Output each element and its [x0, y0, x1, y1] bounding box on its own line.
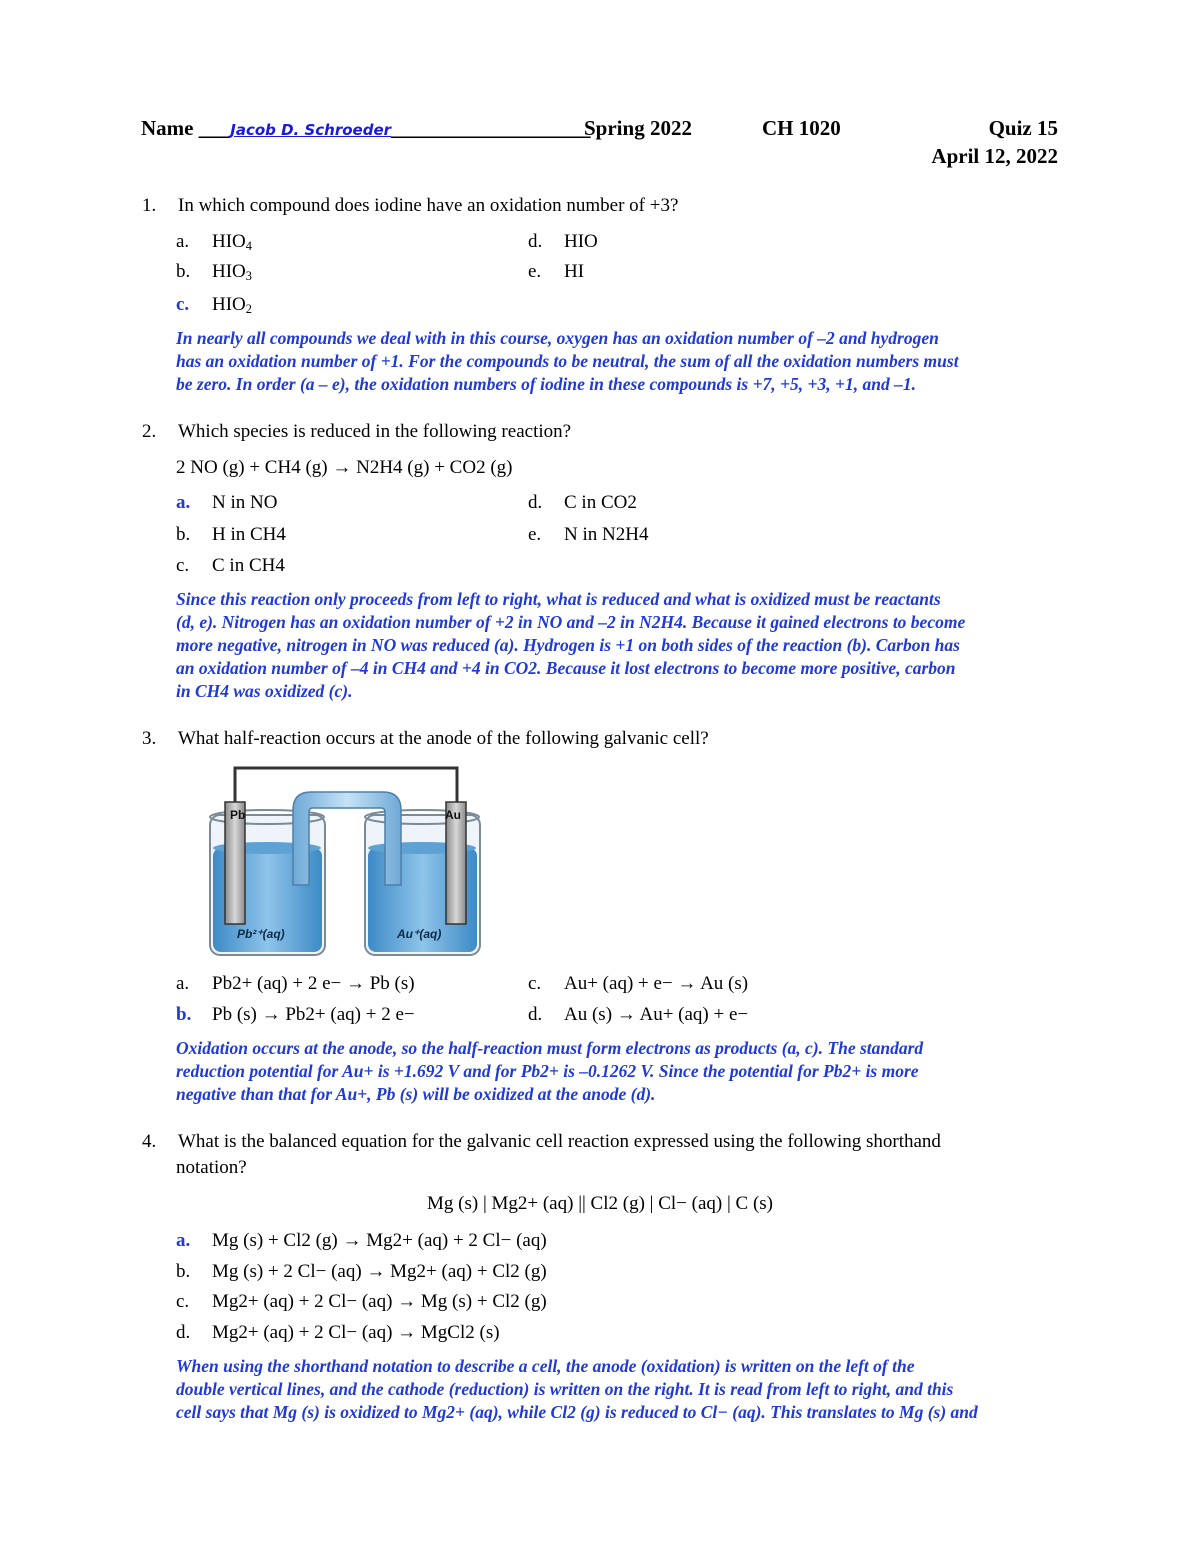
question-text: Which species is reduced in the following reaction? [178, 421, 572, 442]
name-field [141, 116, 591, 141]
option-c: c. Au+ (aq) + e− → Au (s) [528, 973, 749, 994]
question-number: 4. [142, 1131, 157, 1152]
explanation-3-line-3: negative than that for Au+, Pb (s) will be oxidized at the anode (d). [176, 1084, 656, 1104]
option-c-correct: c. $HIO_2$ [176, 294, 252, 316]
option-c: c. C in CH4 [176, 555, 285, 576]
explanation-1-line-1: In nearly all compounds we deal with in this course, oxygen has an oxidation number of –2 and hydrogen [176, 328, 939, 348]
pb-label: Pb [230, 808, 246, 822]
explanation-1-line-2: has an oxidation number of +1. For the compounds to be neutral, the sum of all the oxidation numbers must [176, 351, 959, 371]
option-a: a. Pb2+ (aq) + 2 e− → Pb (s) [176, 973, 415, 994]
option-d: d. HIO [528, 231, 598, 252]
galvanic-cell-diagram [205, 760, 490, 960]
option-d: d. C in CO2 [528, 492, 637, 513]
option-c: c. Mg2+ (aq) + 2 Cl− (aq) → Mg (s) + Cl2 (g) [176, 1291, 547, 1312]
question-number: 3. [142, 728, 157, 749]
option-e: e. N in N2H4 [528, 524, 649, 545]
au-solution-label: Au⁺(aq) [397, 927, 442, 941]
explanation-1-line-3: be zero. In order (a – e), the oxidation numbers of iodine in these compounds is +7, +5, +3, +1, and –1. [176, 374, 916, 394]
option-b-correct: b. Pb (s) → Pb2+ (aq) + 2 e− [176, 1004, 415, 1025]
explanation-3-line-1: Oxidation occurs at the anode, so the half-reaction must form electrons as products (a, c). The standard [176, 1038, 924, 1058]
option-d: d. Mg2+ (aq) + 2 Cl− (aq) → MgCl2 (s) [176, 1322, 500, 1343]
cell-shorthand-notation: Mg (s) | Mg2+ (aq) || Cl2 (g) | Cl− (aq) | C (s) [427, 1193, 773, 1214]
question-text: What is the balanced equation for the galvanic cell reaction expressed using the following shorthand [178, 1131, 941, 1152]
explanation-3-line-2: reduction potential for Au+ is +1.692 V and for Pb2+ is –0.1262 V. Since the potential for Pb2+ is more [176, 1061, 919, 1081]
question-4 [142, 1131, 941, 1153]
explanation-2-line-1: Since this reaction only proceeds from left to right, what is reduced and what is oxidized must be reactants [176, 589, 941, 609]
question-2 [142, 421, 571, 443]
explanation-4-line-2: double vertical lines, and the cathode (reduction) is written on the right. It is read from left to right, and this [176, 1379, 954, 1399]
option-b: b. $HIO_3$ [176, 261, 252, 283]
option-d: d. Au (s) → Au+ (aq) + e− [528, 1004, 749, 1025]
option-a: a. $HIO_4$ [176, 231, 252, 253]
option-b: b. Mg (s) + 2 Cl− (aq) → Mg2+ (aq) + Cl2 (g) [176, 1261, 547, 1282]
option-a-correct: a. Mg (s) + Cl2 (g) → Mg2+ (aq) + 2 Cl− (aq) [176, 1230, 547, 1251]
name-label: Name ___ [141, 116, 231, 140]
option-a-correct: a. N in NO [176, 492, 278, 513]
explanation-2-line-4: an oxidation number of –4 in CH4 and +4 in CO2. Because it lost electrons to become more positive, carbon [176, 658, 956, 678]
salt-bridge [293, 792, 401, 885]
question-text: In which compound does iodine have an oxidation number of +3? [178, 195, 679, 216]
pb-solution-label: Pb²⁺(aq) [237, 927, 285, 941]
explanation-2-line-2: (d, e). Nitrogen has an oxidation number of +2 in NO and –2 in N2H4. Because it gained electrons to become [176, 612, 966, 632]
question-4-continued: notation? [176, 1157, 247, 1178]
option-b: b. H in CH4 [176, 524, 286, 545]
question-number: 2. [142, 421, 157, 442]
explanation-4-line-3: cell says that Mg (s) is oxidized to Mg2+ (aq), while Cl2 (g) is reduced to Cl− (aq). This translates to Mg (s) and [176, 1402, 978, 1422]
au-label: Au [445, 808, 461, 822]
student-name-signature: Jacob D. Schroeder [230, 121, 392, 139]
question-1 [142, 195, 678, 217]
name-underline: ___________________ [391, 116, 591, 140]
explanation-2-line-5: in CH4 was oxidized (c). [176, 681, 353, 701]
option-e: e. HI [528, 261, 585, 282]
question-text: What half-reaction occurs at the anode of the following galvanic cell? [178, 728, 709, 749]
question-number: 1. [142, 195, 157, 216]
quiz-date: April 12, 2022 [931, 144, 1058, 168]
course-code: CH 1020 [762, 116, 841, 140]
explanation-4-line-1: When using the shorthand notation to describe a cell, the anode (oxidation) is written on the left of the [176, 1356, 915, 1376]
reaction-equation: 2 NO (g) + CH4 (g) → N2H4 (g) + CO2 (g) [176, 457, 513, 478]
semester: Spring 2022 [584, 116, 692, 140]
question-3 [142, 728, 709, 750]
quiz-number: Quiz 15 [988, 116, 1058, 140]
explanation-2-line-3: more negative, nitrogen in NO was reduced (a). Hydrogen is +1 on both sides of the reaction (b). Carbon has [176, 635, 960, 655]
